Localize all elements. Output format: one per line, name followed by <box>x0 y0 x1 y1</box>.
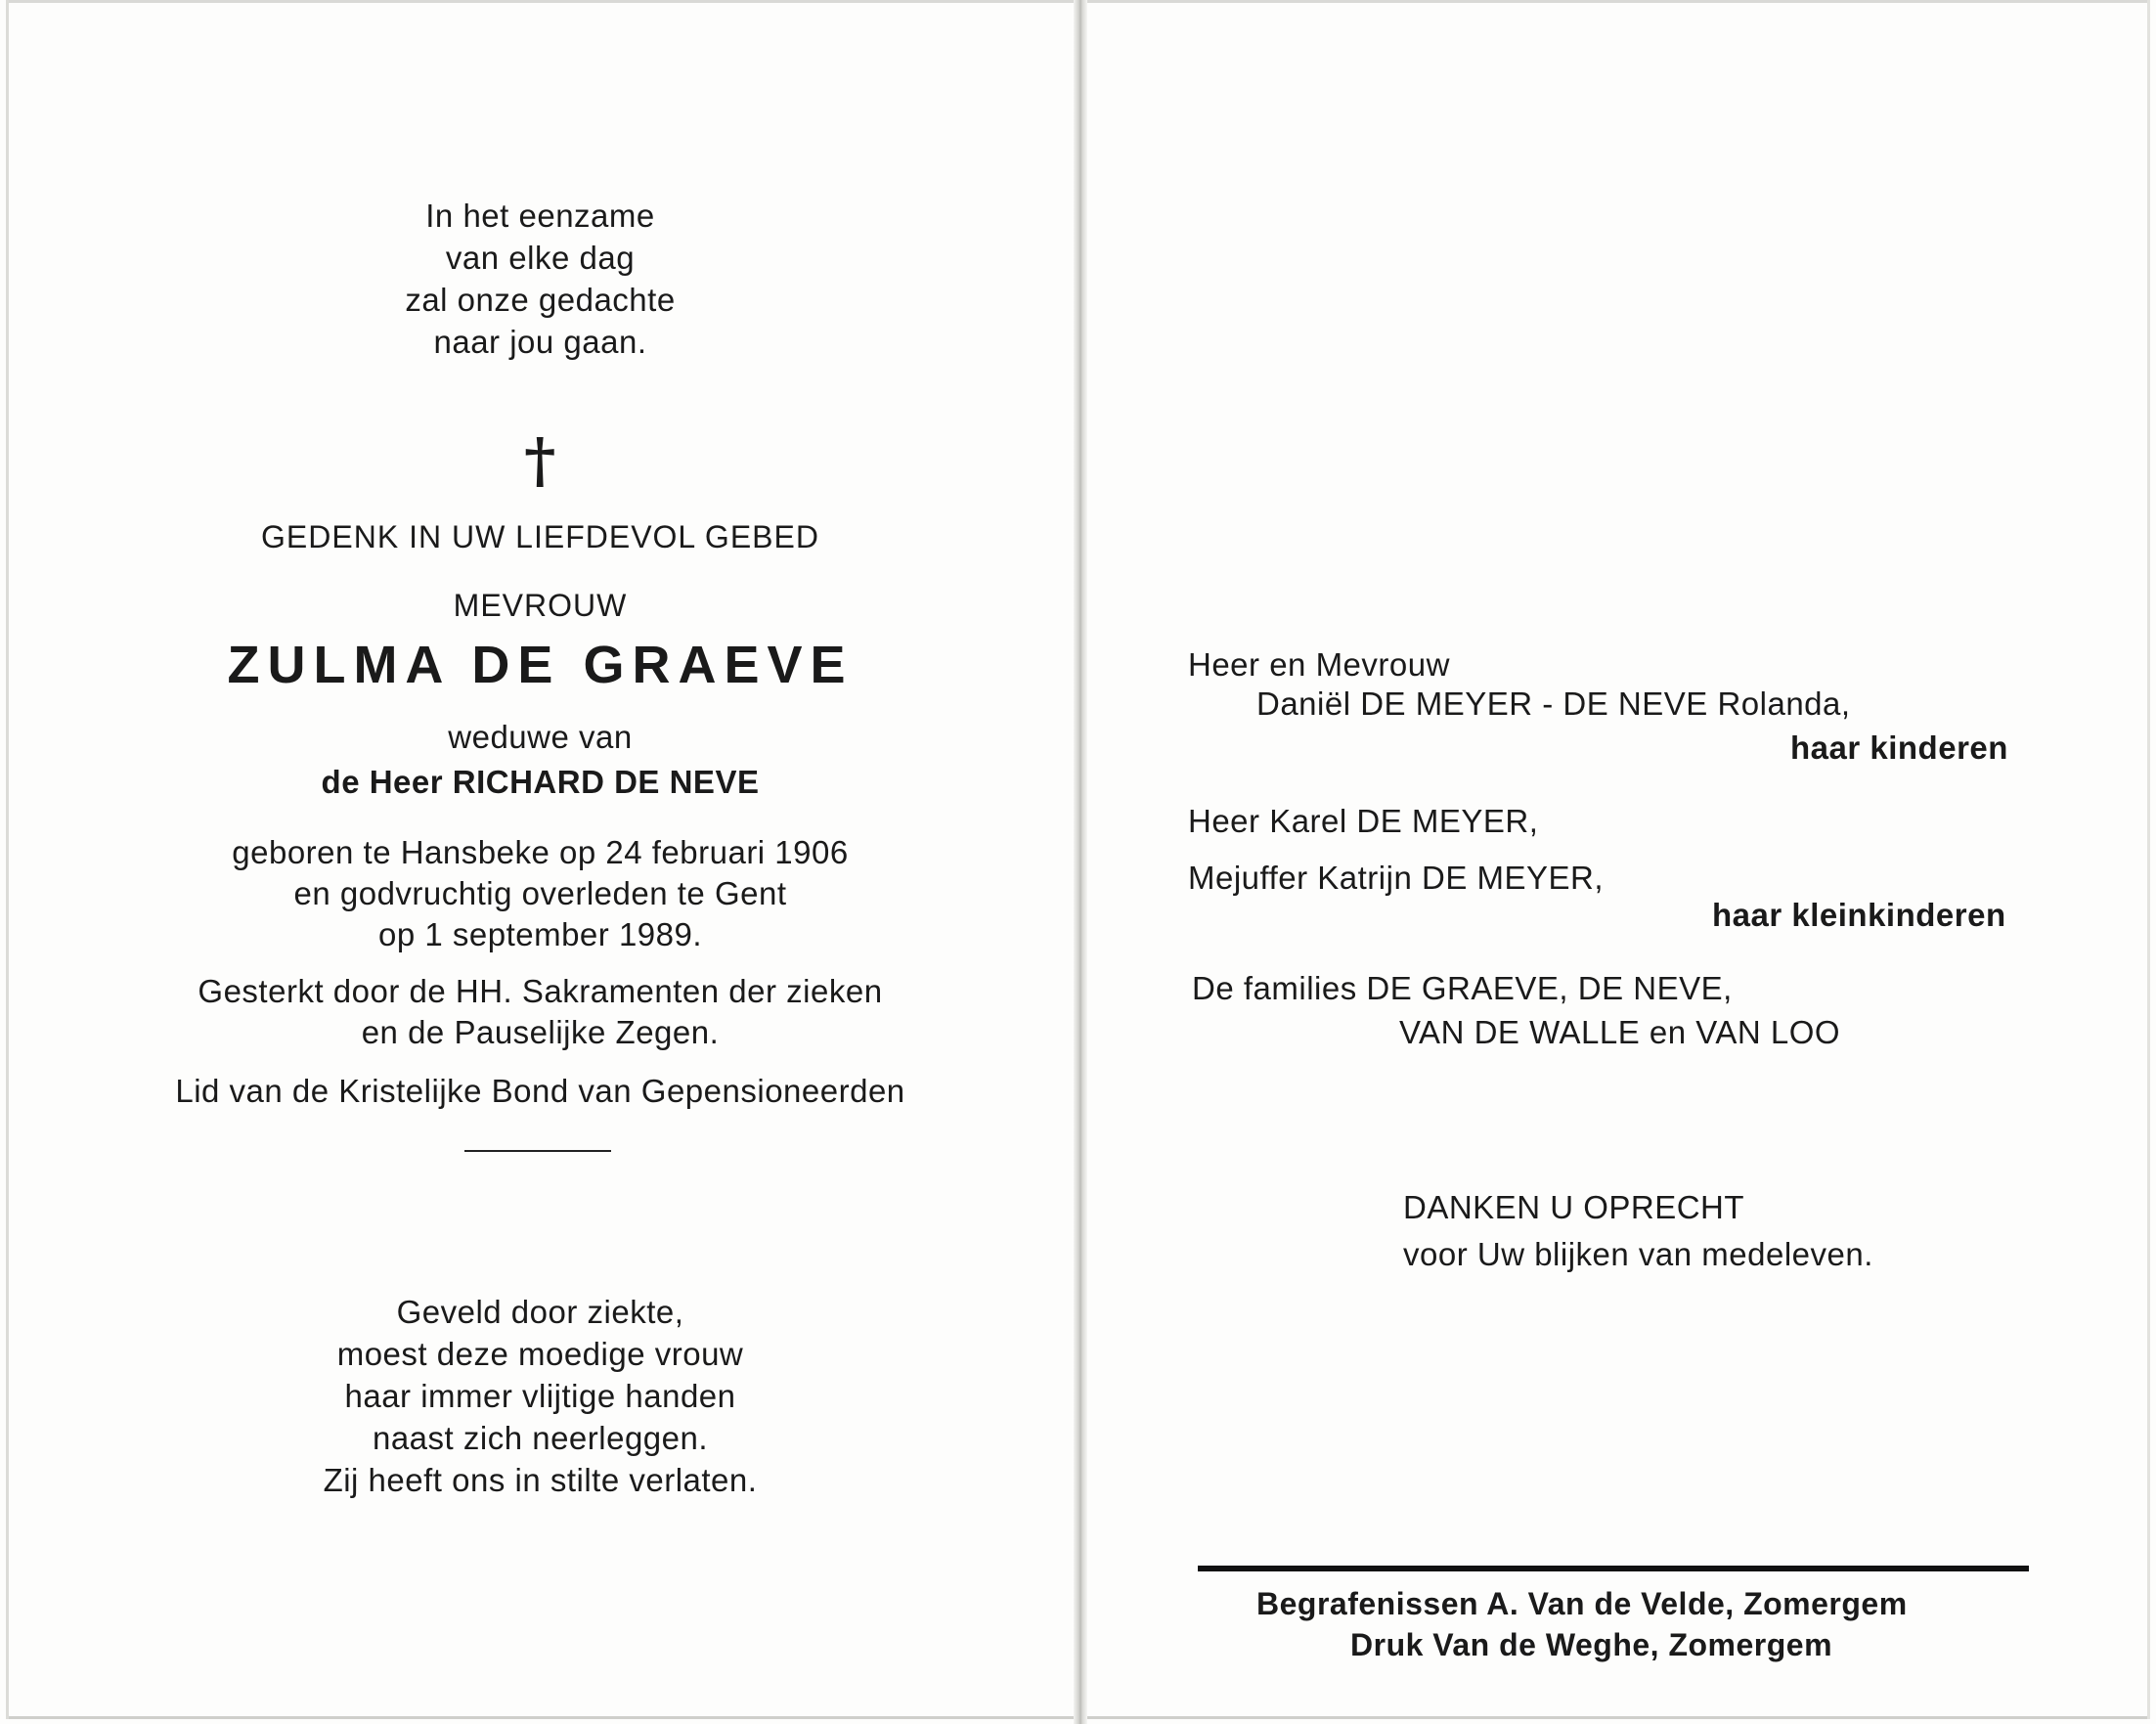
thanks-line: DANKEN U OPRECHT <box>1403 1189 1745 1225</box>
poem-bottom-line: moest deze moedige vrouw <box>336 1336 744 1372</box>
deceased-name: ZULMA DE GRAEVE <box>227 636 854 694</box>
poem-bottom-line: haar immer vlijtige handen <box>344 1378 736 1414</box>
families-line: VAN DE WALLE en VAN LOO <box>1399 1014 1841 1050</box>
divider <box>464 1150 611 1152</box>
families-line: De families DE GRAEVE, DE NEVE, <box>1192 970 1733 1006</box>
poem-bottom-line: naast zich neerleggen. <box>372 1420 709 1456</box>
footer-rule <box>1198 1566 2029 1571</box>
poem-top-line: van elke dag <box>445 240 636 276</box>
thanks-line: voor Uw blijken van medeleven. <box>1403 1236 1873 1272</box>
funeral-home: Begrafenissen A. Van de Velde, Zomergem <box>1256 1586 1908 1621</box>
poem-top-line: naar jou gaan. <box>433 324 647 360</box>
sacraments-line: Gesterkt door de HH. Sakramenten der zieken <box>198 973 883 1009</box>
right-page <box>1090 0 2146 1724</box>
sacraments-line: en de Pauselijke Zegen. <box>361 1014 720 1050</box>
remember-line: GEDENK IN UW LIEFDEVOL GEBED <box>261 519 819 554</box>
children-role: haar kinderen <box>1790 729 2008 766</box>
cross-icon: † <box>524 424 556 496</box>
poem-bottom-line: Zij heeft ons in stilte verlaten. <box>323 1462 758 1498</box>
poem-bottom-line: Geveld door ziekte, <box>396 1294 684 1330</box>
left-page <box>10 0 1071 1724</box>
birth-death-line: geboren te Hansbeke op 24 februari 1906 <box>232 834 849 870</box>
grandchildren-role: haar kleinkinderen <box>1712 897 2006 933</box>
children-title: Heer en Mevrouw <box>1188 646 1450 683</box>
title-mevrouw: MEVROUW <box>453 588 628 623</box>
card-edge-left <box>6 0 9 1719</box>
grandchild-katrijn: Mejuffer Katrijn DE MEYER, <box>1188 860 1605 896</box>
printer: Druk Van de Weghe, Zomergem <box>1350 1627 1833 1662</box>
birth-death-line: en godvruchtig overleden te Gent <box>293 875 787 911</box>
widow-of: weduwe van <box>448 719 633 755</box>
membership-line: Lid van de Kristelijke Bond van Gepensioneerden <box>175 1073 905 1109</box>
card-edge-right <box>2147 0 2150 1719</box>
poem-top-line: In het eenzame <box>425 198 655 234</box>
children-names: Daniël DE MEYER - DE NEVE Rolanda, <box>1256 685 1851 722</box>
husband-name: de Heer RICHARD DE NEVE <box>321 764 760 800</box>
grandchild-karel: Heer Karel DE MEYER, <box>1188 803 1539 839</box>
birth-death-line: op 1 september 1989. <box>377 916 703 952</box>
poem-top-line: zal onze gedachte <box>405 282 676 318</box>
center-fold <box>1074 0 1087 1724</box>
